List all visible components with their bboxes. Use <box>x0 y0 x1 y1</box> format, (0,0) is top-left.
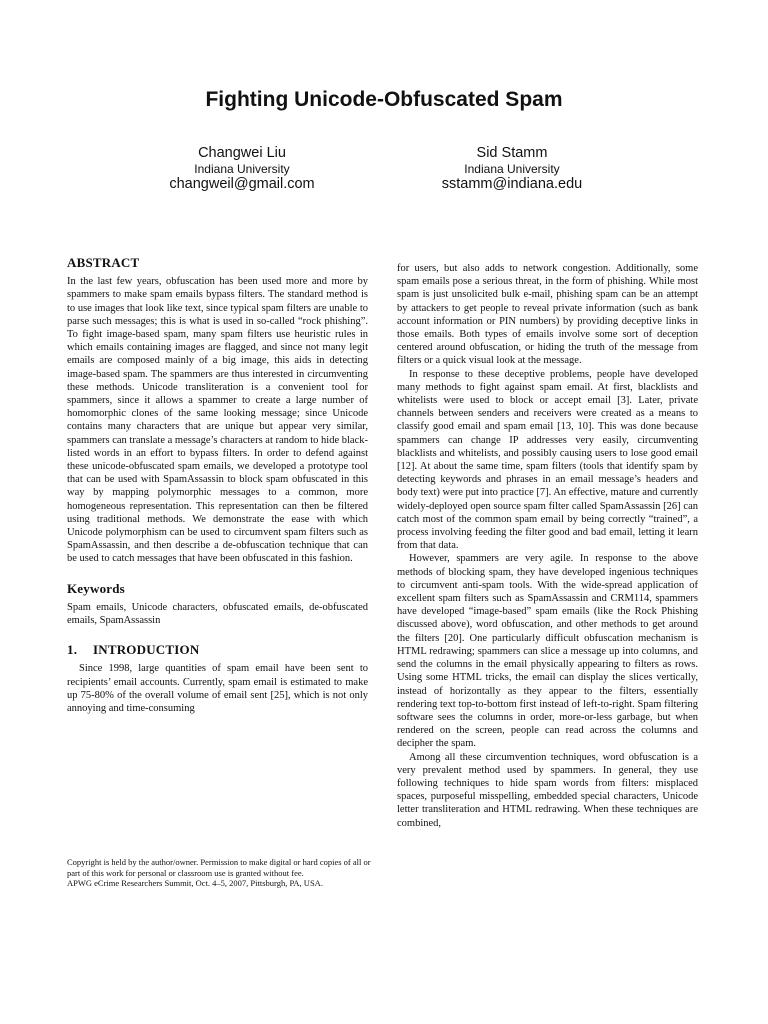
body-paragraph: In response to these deceptive problems, people have developed many methods to fight against spam email. At first, blacklists and whitelists were used to block or accept email [3]. Later, private channels between senders and receivers were created as a means to classify good email and spam email [13, 10]. This was done because spammers can change IP addresses very easily, circumventing blacklists and whitelists, and possibly causing users to lose good email [12]. At about the same time, spam filters (tools that identify spam by detecting keywords and phrases in an email message’s headers and body text) were put into practice [7]. An effective, mature and currently widely-deployed open source spam filter called SpamAssassin [26] can catch most of the common spam email by being correctly “trained”, a process involving feeding the filter good and bad email, letting it learn from that data. <box>397 368 698 552</box>
abstract-heading: ABSTRACT <box>67 255 140 270</box>
right-column <box>397 262 698 830</box>
author-affiliation: Indiana University <box>464 162 560 176</box>
introduction-paragraph: Since 1998, large quantities of spam email have been sent to recipients’ email accounts. Currently, spam email is estimated to make up 75-80% of the overall volume of email sent [25], which is not only annoying and time-consuming <box>67 663 368 715</box>
author-email: changweil@gmail.com <box>169 176 315 192</box>
keywords-heading: Keywords <box>67 580 125 596</box>
paper-title: Fighting Unicode-Obfuscated Spam <box>205 88 563 111</box>
author-affiliation: Indiana University <box>194 162 290 176</box>
body-paragraph: However, spammers are very agile. In response to the above methods of blocking spam, they have developed ingenious techniques to circumvent anti-spam tools. With the wide-spread application of excellent spam filters such as SpamAssassin and CRM114, spammers have developed “image-based” spam emails (like the Rock Phishing discussed above), word obfuscation, and other methods to get around the filters [20]. One particularly difficult obfuscation mechanism is HTML redrawing; spammers can slice a message up into columns, and send the columns in the email physically appearing to filters as rows. Using some HTML tricks, the email can display the slices vertically, instead of horizontally as they appear to the filters, essentially rendering text top-to-bottom first instead of left-to-right. Spam filtering software sees the columns in order, more-or-less garbage, but when rendered on the screen, people can read across the columns and decipher the spam. <box>397 553 698 750</box>
author-email: sstamm@indiana.edu <box>441 176 583 192</box>
section-title: INTRODUCTION <box>93 642 200 658</box>
copyright-footnote <box>67 857 372 889</box>
author-block-2 <box>392 145 632 193</box>
venue-text: APWG eCrime Researchers Summit, Oct. 4–5, 2007, Pittsburgh, PA, USA. <box>67 878 323 888</box>
introduction-heading <box>67 643 368 656</box>
author-name: Sid Stamm <box>476 145 548 161</box>
author-name: Changwei Liu <box>198 145 286 161</box>
author-block-1 <box>122 145 362 193</box>
abstract-text: In the last few years, obfuscation has been used more and more by spammers to make spam emails bypass filters. The standard method is to use images that look like text, since typical spam filters are unable to parse such messages; this is what is used in so-called “rock phishing”. To fight image-based spam, many spam filters use heuristic rules in which emails containing images are flagged, and since not many legit emails are composed mainly of a big image, this aids in detecting image-based spam. The spammers are thus interested in circumventing these methods. Unicode transliteration is a convenient tool for spammers, since it allows a spammer to create a large number of homomorphic clones of the same looking message; since Unicode contains many characters that are unique but appear very similar, spammers can translate a message’s characters at random to hide black-listed words in an effort to bypass filters. In order to defend against these unicode-obfuscated spam emails, we developed a prototype tool that can be used with SpamAssassin to block spam obfuscated in this way by mapping polymorphic messages to a common, more homogeneous representation. This representation can then be filtered using traditional methods. We demonstrate the ease with which Unicode polymorphism can be used to circumvent spam filters such as SpamAssassin, and then describe a de-obfuscation technique that can be used to catch messages that have been obfuscated in this fashion. <box>67 276 368 565</box>
section-number: 1. <box>67 642 78 658</box>
body-paragraph: Among all these circumvention techniques, word obfuscation is a very prevalent method used by spammers. In general, they use following techniques to hide spam words from filters: misplaced spaces, purposeful misspelling, embedded special characters, Unicode letter transliteration and HTML redrawing. When these techniques are combined, <box>397 751 698 829</box>
body-paragraph: for users, but also adds to network congestion. Additionally, some spam emails pose a serious threat, in the form of phishing. While most spam is just unsolicited bulk e-mail, phishing spam can be an attempt by attackers to get people to reveal private information (such as bank account information or PIN numbers) by providing deceptive links in those emails. Both types of emails involve some sort of deception centered around obfuscation, or hiding the truth of the message from filters or a quick visual look at the message. <box>397 263 698 367</box>
keywords-text: Spam emails, Unicode characters, obfuscated emails, de-obfuscated emails, SpamAssassin <box>67 601 368 627</box>
left-column <box>67 256 368 715</box>
copyright-text: Copyright is held by the author/owner. Permission to make digital or hard copies of all or part of this work for personal or classroom use is granted without fee. <box>67 857 371 878</box>
